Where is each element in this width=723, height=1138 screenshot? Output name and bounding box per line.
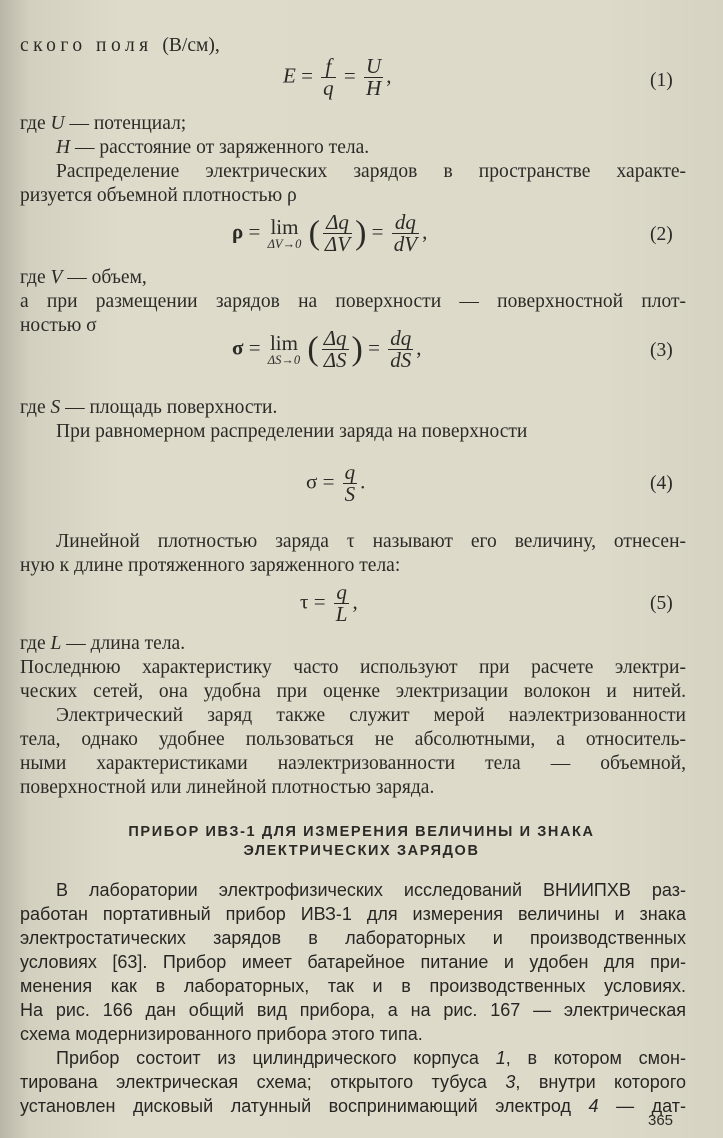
equation-number-1: (1) [650,70,673,91]
paragraph-line: Линейной плотностью заряда τ называют его величину, отнесен- [56,531,686,552]
section-heading: ЭЛЕКТРИЧЕСКИХ ЗАРЯДОВ [243,843,480,859]
equation-number-2: (2) [650,224,673,245]
paragraph-line: установлен дисковый латунный воспринимающий электрод 4 — дат- [20,1096,686,1116]
paragraph-line: На рис. 166 дан общий вид прибора, а на рис. 167 — электрическая [20,1000,686,1020]
paragraph-line: условиях [63]. Прибор имеет батарейное питание и удобен для при- [20,952,686,972]
equation-number-3: (3) [650,340,673,361]
paragraph-line: ностью σ [20,315,97,336]
equation-4: σ = $\frac{q}{S}$ . [306,460,366,506]
equation-2: ρ = lim ΔV→0 ( $\frac{\Delta q}{\Delta V}$ ) = $\frac{dq}{dV}$ , [232,210,428,256]
equation-number-4: (4) [650,473,673,494]
where-line: H — расстояние от заряженного тела. [56,137,370,158]
text-line: ского поля (В/см), [20,35,220,56]
where-line: где U — потенциал; [20,113,187,134]
equation-5: τ = $\frac{q}{L}$ , [300,580,358,626]
equation-3: σ = lim ΔS→0 ( $\frac{\Delta q}{\Delta S}$ ) = $\frac{dq}{dS}$ , [232,326,422,372]
paragraph-line: тела, однако удобнее пользоваться не абсолютными, а относитель- [20,729,686,750]
where-line: где L — длина тела. [20,633,186,654]
paragraph-line: ную к длине протяженного заряженного тела: [20,555,401,576]
paragraph-line: поверхностной или линейной плотностью заряда. [20,777,435,798]
paragraph-line: Прибор состоит из цилиндрического корпуса 1, в котором смон- [56,1048,686,1068]
paragraph-line: работан портативный прибор ИВЗ-1 для измерения величины и знака [20,904,686,924]
paragraph-line: Последнюю характеристику часто используют при расчете электри- [20,657,686,678]
page-number: 365 [648,1112,674,1129]
paragraph-line: ными характеристиками наэлектризованности тела — объемной, [20,753,686,774]
paragraph-line: схема модернизированного прибора этого типа. [20,1024,423,1044]
paragraph-line: электростатических зарядов в лабораторных и производственных [20,928,686,948]
paragraph-line: менения как в лабораторных, так и в производственных условиях. [20,976,686,996]
paragraph-line: В лаборатории электрофизических исследований ВНИИПХВ раз- [56,880,686,900]
where-line: где V — объем, [20,267,147,288]
section-heading: ПРИБОР ИВЗ-1 ДЛЯ ИЗМЕРЕНИЯ ВЕЛИЧИНЫ И ЗНАКА [128,824,595,840]
paragraph-line: Электрический заряд также служит мерой наэлектризованности [56,705,686,726]
paragraph-line: а при размещении зарядов на поверхности — поверхностной плот- [20,291,686,312]
where-line: где S — площадь поверхности. [20,397,278,418]
paragraph-line: Распределение электрических зарядов в пространстве характе- [56,161,686,182]
paragraph-line: При равномерном распределении заряда на поверхности [56,421,528,442]
equation-number-5: (5) [650,593,673,614]
paragraph-line: ризуется объемной плотностью ρ [20,185,297,206]
equation-1: E = $\frac{f}{q}$ = $\frac{U}{H}$ , [283,54,392,100]
paragraph-line: тирована электрическая схема; открытого тубуса 3, внутри которого [20,1072,686,1092]
paragraph-line: ческих сетей, она удобна при оценке электризации волокон и нитей. [20,681,686,702]
